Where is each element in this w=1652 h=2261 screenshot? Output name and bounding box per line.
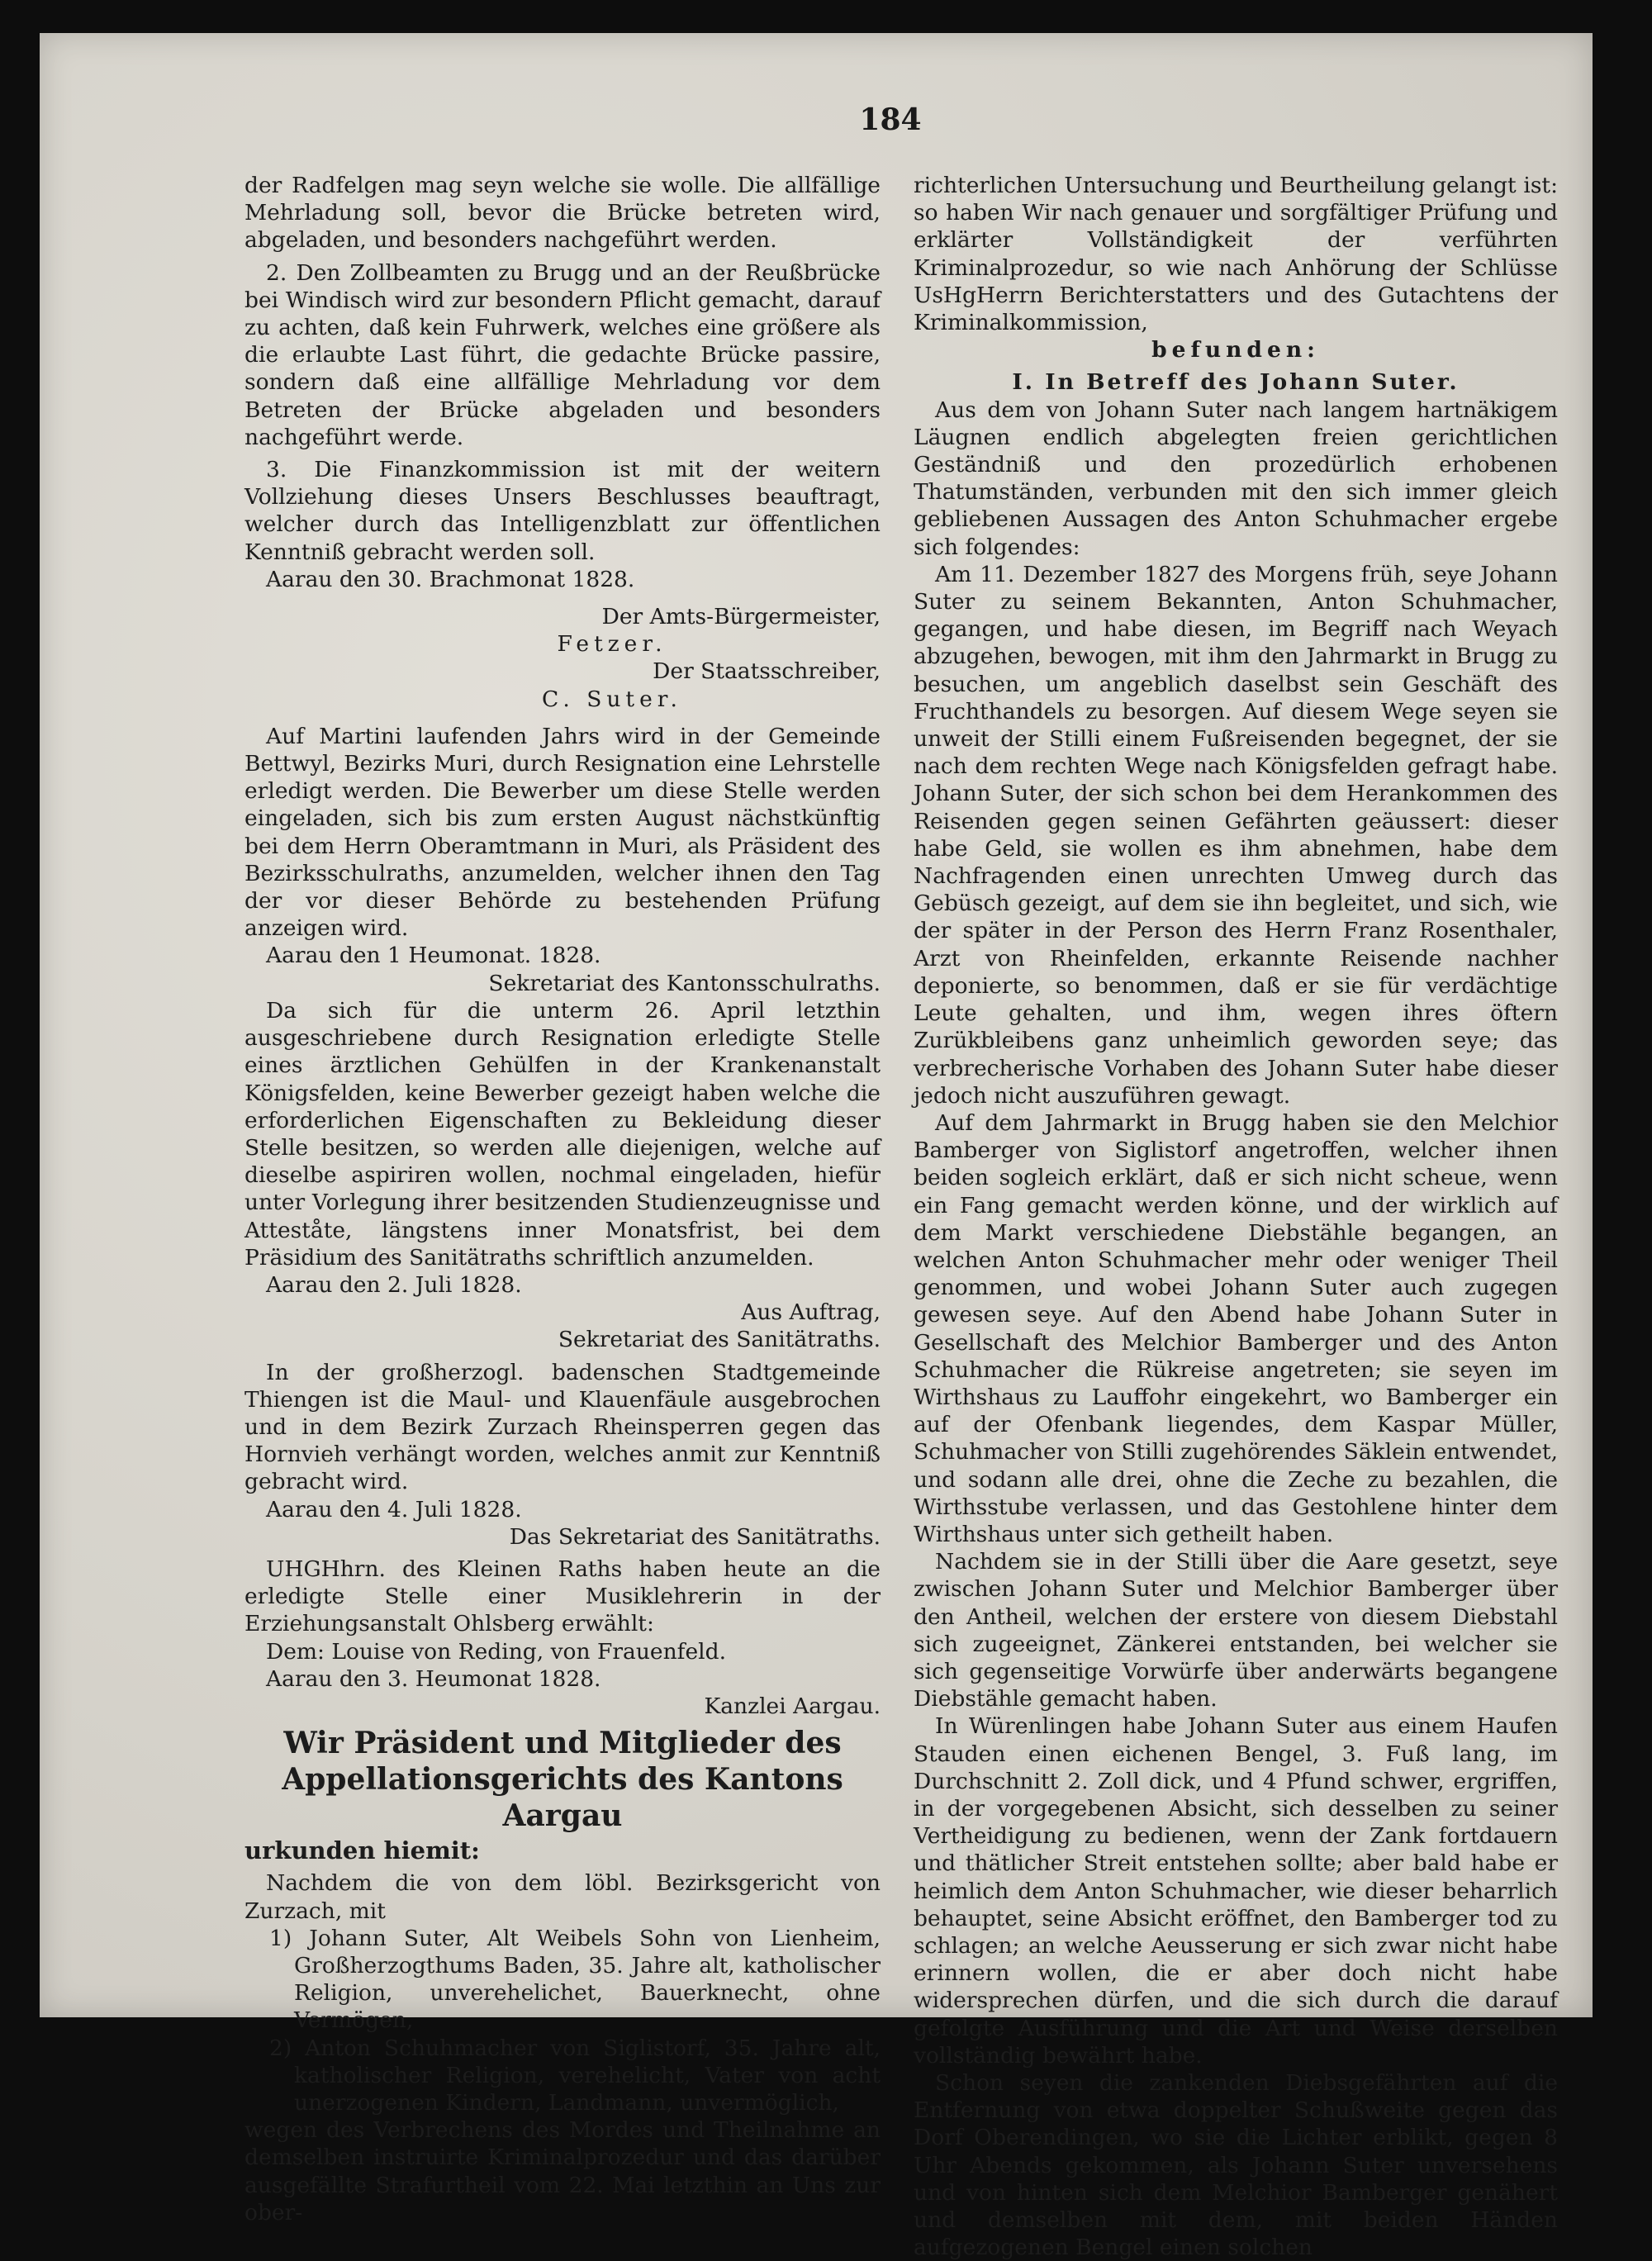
page-number: 184 xyxy=(859,102,922,137)
signature: Das Sekretariat des Sanitätraths. xyxy=(509,1523,881,1550)
list-item: 1) Johann Suter, Alt Weibels Sohn von Lienheim, Großherzogthums Baden, 35. Jahre alt, katholischer Religion, unverehelichet, Bauerknecht, ohne Vermögen, xyxy=(269,1925,881,2034)
right-column xyxy=(914,172,1558,2261)
paragraph: wegen des Verbrechens des Mordes und Theilnahme an demselben instruirte Kriminalprozedur und das darüber ausgefällte Strafurtheil vom 22. Mai letzthin an Uns zur ober- xyxy=(244,2117,881,2225)
signature-title: Der Amts-Bürgermeister, xyxy=(601,604,881,630)
paragraph: Nachdem die von dem löbl. Bezirksgericht von Zurzach, mit xyxy=(244,1870,881,1924)
signature-title: Der Staatsschreiber, xyxy=(653,658,881,685)
paragraph: Schon seyen die zankenden Diebsgefährten auf die Entfernung von etwa doppelter Schußweite gegen das Dorf Oberendingen, wo sie die Lichter erblikt, gegen 8 Uhr Abends gekommen, als Johann Suter unversehens und von hinten sich dem Melchior Bamberger genähert und demselben mit dem, mit beiden Händen aufgezogenen Bengel einen solchen xyxy=(914,2070,1558,2261)
subheading: urkunden hiemit: xyxy=(244,1836,480,1865)
notice: Da sich für die unterm 26. April letzthin ausgeschriebene durch Resignation erledigte Stelle eines ärztlichen Gehülfen in der Krankenanstalt Königsfelden, keine Bewerber gezeigt haben welche die erforderlichen Eigenschaften zu Bekleidung dieser Stelle besitzen, so werden alle diejenigen, welche auf dieselbe aspiriren wollen, nochmal eingeladen, hiefür unter Vorlegung ihrer besitzenden Studienzeugnisse und Atteståte, längstens inner Monatsfrist, bei dem Präsidium des Sanitätraths schriftlich anzumelden. xyxy=(244,997,881,1271)
notice: In der großherzogl. badenschen Stadtgemeinde Thiengen ist die Maul- und Klauenfäule ausgebrochen und in dem Bezirk Zurzach Rheinsperren gegen das Hornvieh verhängt worden, welches anmit zur Kenntniß gebracht wird. xyxy=(244,1359,881,1495)
paragraph: Aus dem von Johann Suter nach langem hartnäkigem Läugnen endlich abgelegten freien gerichtlichen Geständniß und den prozedürlich erhobenen Thatumständen, verbunden mit den sich immer gleich gebliebenen Aussagen des Anton Schuhmacher ergebe sich folgendes: xyxy=(914,397,1558,560)
paragraph: Nachdem sie in der Stilli über die Aare gesetzt, seye zwischen Johann Suter und Melchior Bamberger über den Antheil, welchen der erstere von diesem Diebstahl sich zugeeignet, Zänkerei entstanden, bei welcher sie sich gegenseitige Vorwürfe über anderwärts begangene Diebstähle gemacht haben. xyxy=(914,1549,1558,1712)
paragraph: der Radfelgen mag seyn welche sie wolle. Die allfällige Mehrladung soll, bevor die Brücke betreten wird, abgeladen, und besonders nachgeführt werden. xyxy=(244,173,881,254)
signature: Sekretariat des Sanitätraths. xyxy=(558,1327,881,1353)
signature: Sekretariat des Kantonsschulraths. xyxy=(488,970,881,996)
paragraph: Auf dem Jahrmarkt in Brugg haben sie den Melchior Bamberger von Siglistorf angetroffen, welcher ihnen beiden sogleich erklärt, daß er sich nicht scheue, wenn ein Fang gemacht werden könne, und der wirklich auf dem Markt verschiedene Diebstähle begangen, an welchen Anton Schuhmacher mehr oder weniger Theil genommen, und wobei Johann Suter auch zugegen gewesen seye. Auf den Abend habe Johann Suter in Gesellschaft des Melchior Bamberger und des Anton Schuhmacher die Rükreise angetreten; sie seyen im Wirthshaus zu Lauffohr eingekehrt, wo Bamberger ein auf der Ofenbank liegendes, dem Kaspar Müller, Schuhmacher von Stilli zugehörendes Säklein entwendet, und sodann alle drei, ohne die Zeche zu bezahlen, die Wirthsstube verlassen, und das Gestohlene hinter dem Wirthshaus unter sich getheilt haben. xyxy=(914,1109,1558,1547)
notice: Auf Martini laufenden Jahrs wird in der Gemeinde Bettwyl, Bezirks Muri, durch Resignation eine Lehrstelle erledigt werden. Die Bewerber um diese Stelle werden eingeladen, sich bis zum ersten August nächstkünftig bei dem Herrn Oberamtmann in Muri, als Präsident des Bezirksschulraths, anzumelden, welcher ihnen den Tag der vor dieser Behörde zu bestehenden Prüfung anzeigen wird. xyxy=(244,723,881,942)
notice: UHGHhrn. des Kleinen Raths haben heute an die erledigte Stelle einer Musiklehrerin in der Erziehungsanstalt Ohlsberg erwählt: xyxy=(244,1556,881,1637)
paragraph: 2. Den Zollbeamten zu Brugg und an der Reußbrücke bei Windisch wird zur besondern Pflicht gemacht, darauf zu achten, daß kein Fuhrwerk, welches eine größere als die erlaubte Last führt, die gedachte Brücke passire, sondern daß eine allfällige Mehrladung vor dem Betreten der Brücke abgeladen und besonders nachgeführt werde. xyxy=(244,259,881,450)
list-item: 2) Anton Schuhmacher von Siglistorf, 35. Jahre alt, katholischer Religion, verehelicht, Vater von acht unerzogenen Kindern, Landmann, unvermöglich, xyxy=(269,2035,881,2116)
paragraph: 3. Die Finanzkommission ist mit der weitern Vollziehung dieses Unsers Beschlusses beauftragt, welcher durch das Intelligenzblatt zur öffentlichen Kenntniß gebracht werden soll. xyxy=(244,457,881,565)
paragraph: In Würenlingen habe Johann Suter aus einem Haufen Stauden einen eichenen Bengel, 3. Fuß lang, im Durchschnitt 2. Zoll dick, und 4 Pfund schwer, ergriffen, in der vorgegebenen Absicht, sich desselben zu seiner Vertheidigung zu bedienen, wenn der Zank fortdauern und thätlicher Streit entstehen sollte; aber bald habe er heimlich dem Anton Schuhmacher, wie dieser beharrlich behauptet, seine Absicht eröffnet, den Bamberger tod zu schlagen; an welche Aeusserung er sich zwar nicht habe erinnern wollen, die er aber doch nicht habe widersprechen dürfen, und die sich durch die darauf gefolgte Ausführung und die Art und Weise derselben vollständig bewährt habe. xyxy=(914,1713,1558,2069)
left-column xyxy=(244,172,881,2226)
paragraph: Am 11. Dezember 1827 des Morgens früh, seye Johann Suter zu seinem Bekannten, Anton Schuhmacher, gegangen, und habe diesen, im Begriff nach Weyach abzugehen, bewogen, mit ihm den Jahrmarkt in Brugg zu besuchen, um angeblich daselbst sein Geschäft des Fruchthandels zu besorgen. Auf diesem Wege seyen sie unweit der Stilli einem Fußreisenden begegnet, der sie nach dem rechten Wege nach Königsfelden gefragt habe. Johann Suter, der sich schon bei dem Herankommen des Reisenden gegen seinen Gefährten geäussert: dieser habe Geld, sie wollen es ihm abnehmen, habe dem Nachfragenden einen unrechten Umweg durch das Gebüsch gezeigt, auf dem sie ihn begleitet, und sich, wie der später in der Person des Herrn Franz Rosenthaler, Arzt von Rheinfelden, erkannte Reisende nachher deponierte, so benommen, daß er sie für verdächtige Leute gehalten, und ihm, wegen ihres öftern Zurükbleibens ganz unheimlich geworden seye; das verbrecherische Vorhaben des Johann Suter habe dieser jedoch nicht auszuführen gewagt. xyxy=(914,561,1558,1109)
befunden-heading: befunden: xyxy=(1151,337,1320,363)
signature-name: Fetzer. xyxy=(557,631,667,658)
signature: Kanzlei Aargau. xyxy=(704,1693,881,1719)
date-line: Aarau den 30. Brachmonat 1828. xyxy=(266,566,635,592)
signature-name: C. Suter. xyxy=(542,686,682,712)
section-heading: I. In Betreff des Johann Suter. xyxy=(1012,369,1460,396)
signature: Aus Auftrag, xyxy=(741,1299,881,1326)
newspaper-page xyxy=(40,33,1593,2261)
court-heading: Wir Präsident und Mitglieder des Appellationsgerichts des Kantons Aargau xyxy=(282,1726,843,1834)
appointee: Dem: Louise von Reding, von Frauenfeld. xyxy=(266,1638,727,1665)
date-line: Aarau den 1 Heumonat. 1828. xyxy=(266,943,601,969)
paragraph: richterlichen Untersuchung und Beurtheilung gelangt ist: so haben Wir nach genauer und sorgfältiger Prüfung und erklärter Vollständigkeit der verführten Kriminalprozedur, so wie nach Anhörung der Schlüsse UsHgHerrn Berichterstatters und des Gutachtens der Kriminalkommission, xyxy=(914,173,1558,336)
date-line: Aarau den 2. Juli 1828. xyxy=(266,1271,522,1298)
date-line: Aarau den 3. Heumonat 1828. xyxy=(266,1665,601,1692)
date-line: Aarau den 4. Juli 1828. xyxy=(266,1496,522,1522)
